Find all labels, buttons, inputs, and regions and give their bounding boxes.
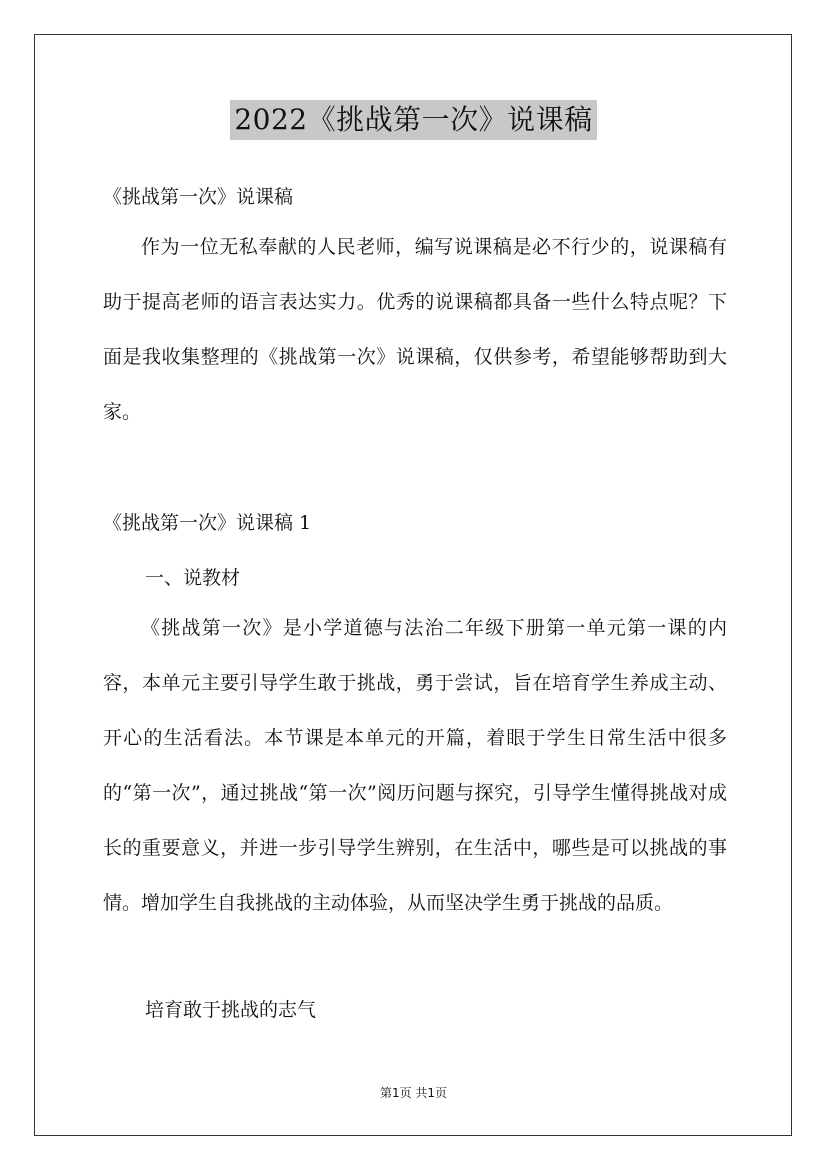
document-subtitle: 《挑战第一次》说课稿 — [103, 186, 294, 208]
part-heading: 一、说教材 — [145, 567, 241, 589]
document-title: 2022《挑战第一次》说课稿 — [230, 100, 596, 140]
section-title: 《挑战第一次》说课稿 1 — [103, 512, 312, 534]
page-footer: 第1页 共1页 — [379, 1086, 448, 1100]
part-body-paragraph: 《挑战第一次》是小学道德与法治二年级下册第一单元第一课的内容，本单元主要引导学生敢于挑战，勇于尝试，旨在培育学生养成主动、开心的生活看法。本节课是本单元的开篇，着眼于学生日常生活中很多的“第一次”，通过挑战“第一次”阅历问题与探究，引导学生懂得挑战对成长的重要意义，并进一步引导学生辨别，在生活中，哪些是可以挑战的事情。增加学生自我挑战的主动体验，从而坚决学生勇于挑战的品质。 — [103, 617, 727, 914]
part-goal: 培育敢于挑战的志气 — [145, 999, 317, 1021]
document-title-wrapper — [0, 100, 827, 140]
intro-paragraph: 作为一位无私奉献的人民老师，编写说课稿是必不行少的，说课稿有助于提高老师的语言表达实力。优秀的说课稿都具备一些什么特点呢？下面是我收集整理的《挑战第一次》说课稿，仅供参考，希望能够帮助到大家。 — [103, 236, 727, 423]
